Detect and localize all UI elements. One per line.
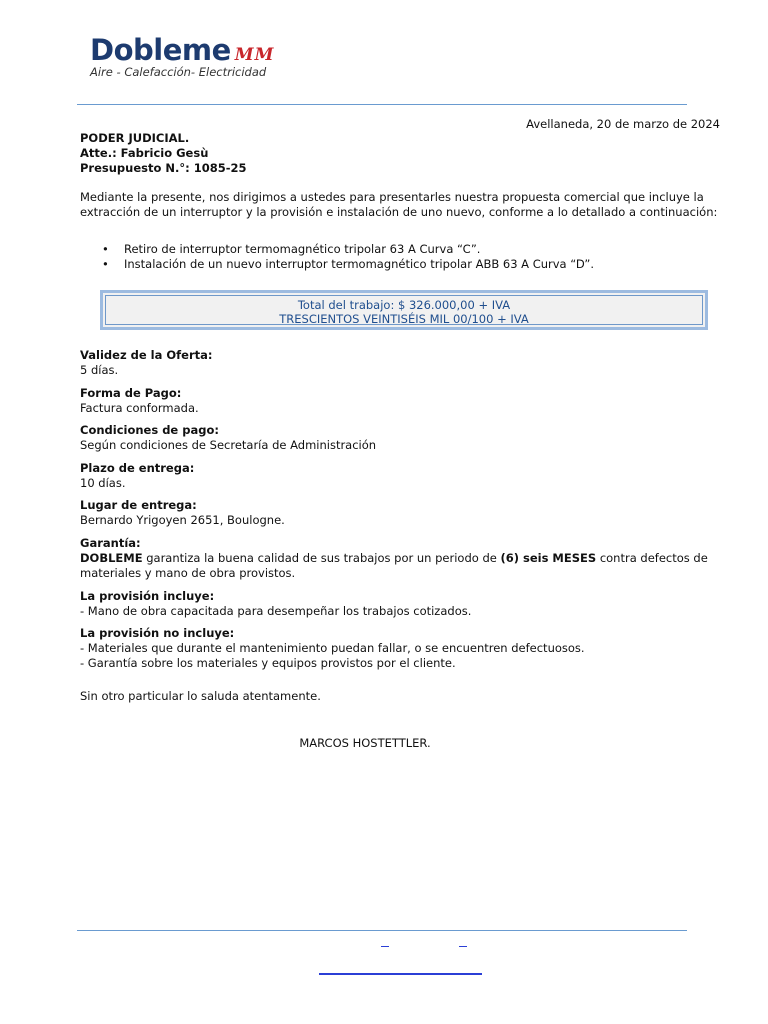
section-warranty <box>80 536 720 581</box>
section-title: La provisión no incluye: <box>80 626 235 640</box>
section-body: - Materiales que durante el mantenimiento puedan fallar, o se encuentren defectuosos. <box>80 641 585 655</box>
logo-tagline: Aire - Calefacción- Electricidad <box>90 65 267 79</box>
warranty-text-1: garantiza la buena calidad de sus trabajos por un periodo de <box>142 551 501 565</box>
list-item <box>102 242 594 257</box>
logo-wordmark <box>90 34 274 66</box>
section-title: Forma de Pago: <box>80 386 182 400</box>
closing-line: Sin otro particular lo saluda atentamente. <box>80 689 321 703</box>
bullet-icon: • <box>102 242 109 256</box>
intro-line-2: extracción de un interruptor y la provisión e instalación de uno nuevo, conforme a lo detallado a continuación: <box>80 205 718 219</box>
list-item <box>102 257 594 272</box>
bullet-icon: • <box>102 257 109 271</box>
warranty-company: DOBLEME <box>80 551 143 565</box>
section-title: Plazo de entrega: <box>80 461 195 475</box>
footer-link-mark <box>459 946 467 947</box>
recipient-block <box>80 131 247 176</box>
total-amount: Total del trabajo: $ 326.000,00 + IVA <box>297 298 511 312</box>
section-delivery-time <box>80 461 720 491</box>
section-title: Garantía: <box>80 536 141 550</box>
section-payment-method <box>80 386 720 416</box>
section-includes <box>80 589 720 619</box>
total-in-words: TRESCIENTOS VEINTISÉIS MIL 00/100 + IVA <box>279 312 529 326</box>
section-body: 10 días. <box>80 476 126 490</box>
intro-paragraph <box>80 190 720 220</box>
total-box <box>100 290 708 330</box>
company-logo <box>90 34 274 79</box>
section-title: Lugar de entrega: <box>80 498 197 512</box>
section-body: - Garantía sobre los materiales y equipos provistos por el cliente. <box>80 656 456 670</box>
warranty-line-1 <box>80 551 720 566</box>
section-title: Condiciones de pago: <box>80 423 219 437</box>
intro-line-1: Mediante la presente, nos dirigimos a ustedes para presentarles nuestra propuesta comercial que incluye la <box>80 190 704 204</box>
section-title: Validez de la Oferta: <box>80 348 213 362</box>
footer-link-underline[interactable] <box>319 973 482 975</box>
date-line: Avellaneda, 20 de marzo de 2024 <box>526 117 720 131</box>
section-body: 5 días. <box>80 363 119 377</box>
recipient-name: PODER JUDICIAL. <box>80 131 190 145</box>
header-rule <box>77 104 687 105</box>
section-excludes <box>80 626 720 671</box>
budget-number: Presupuesto N.°: 1085-25 <box>80 161 247 175</box>
logo-brand: Dobleme <box>90 33 231 67</box>
scope-list <box>102 242 594 272</box>
warranty-text-2: contra defectos de <box>596 551 708 565</box>
signature: MARCOS HOSTETTLER. <box>299 736 431 750</box>
footer-rule <box>77 930 687 931</box>
warranty-line-2: materiales y mano de obra provistos. <box>80 566 296 580</box>
section-title: La provisión incluye: <box>80 589 215 603</box>
logo-mark: MM <box>234 45 275 65</box>
list-item-text: Instalación de un nuevo interruptor termomagnético tripolar ABB 63 A Curva “D”. <box>124 257 595 271</box>
section-payment-conditions <box>80 423 720 453</box>
section-body: Factura conformada. <box>80 401 199 415</box>
section-body: Bernardo Yrigoyen 2651, Boulogne. <box>80 513 285 527</box>
footer-link-mark <box>381 946 389 947</box>
section-body: Según condiciones de Secretaría de Administración <box>80 438 377 452</box>
list-item-text: Retiro de interruptor termomagnético tripolar 63 A Curva “C”. <box>124 242 481 256</box>
attention-line: Atte.: Fabricio Gesù <box>80 146 209 160</box>
section-body: - Mano de obra capacitada para desempeñar los trabajos cotizados. <box>80 604 472 618</box>
section-validity <box>80 348 720 378</box>
section-delivery-place <box>80 498 720 528</box>
warranty-period: (6) seis MESES <box>500 551 597 565</box>
